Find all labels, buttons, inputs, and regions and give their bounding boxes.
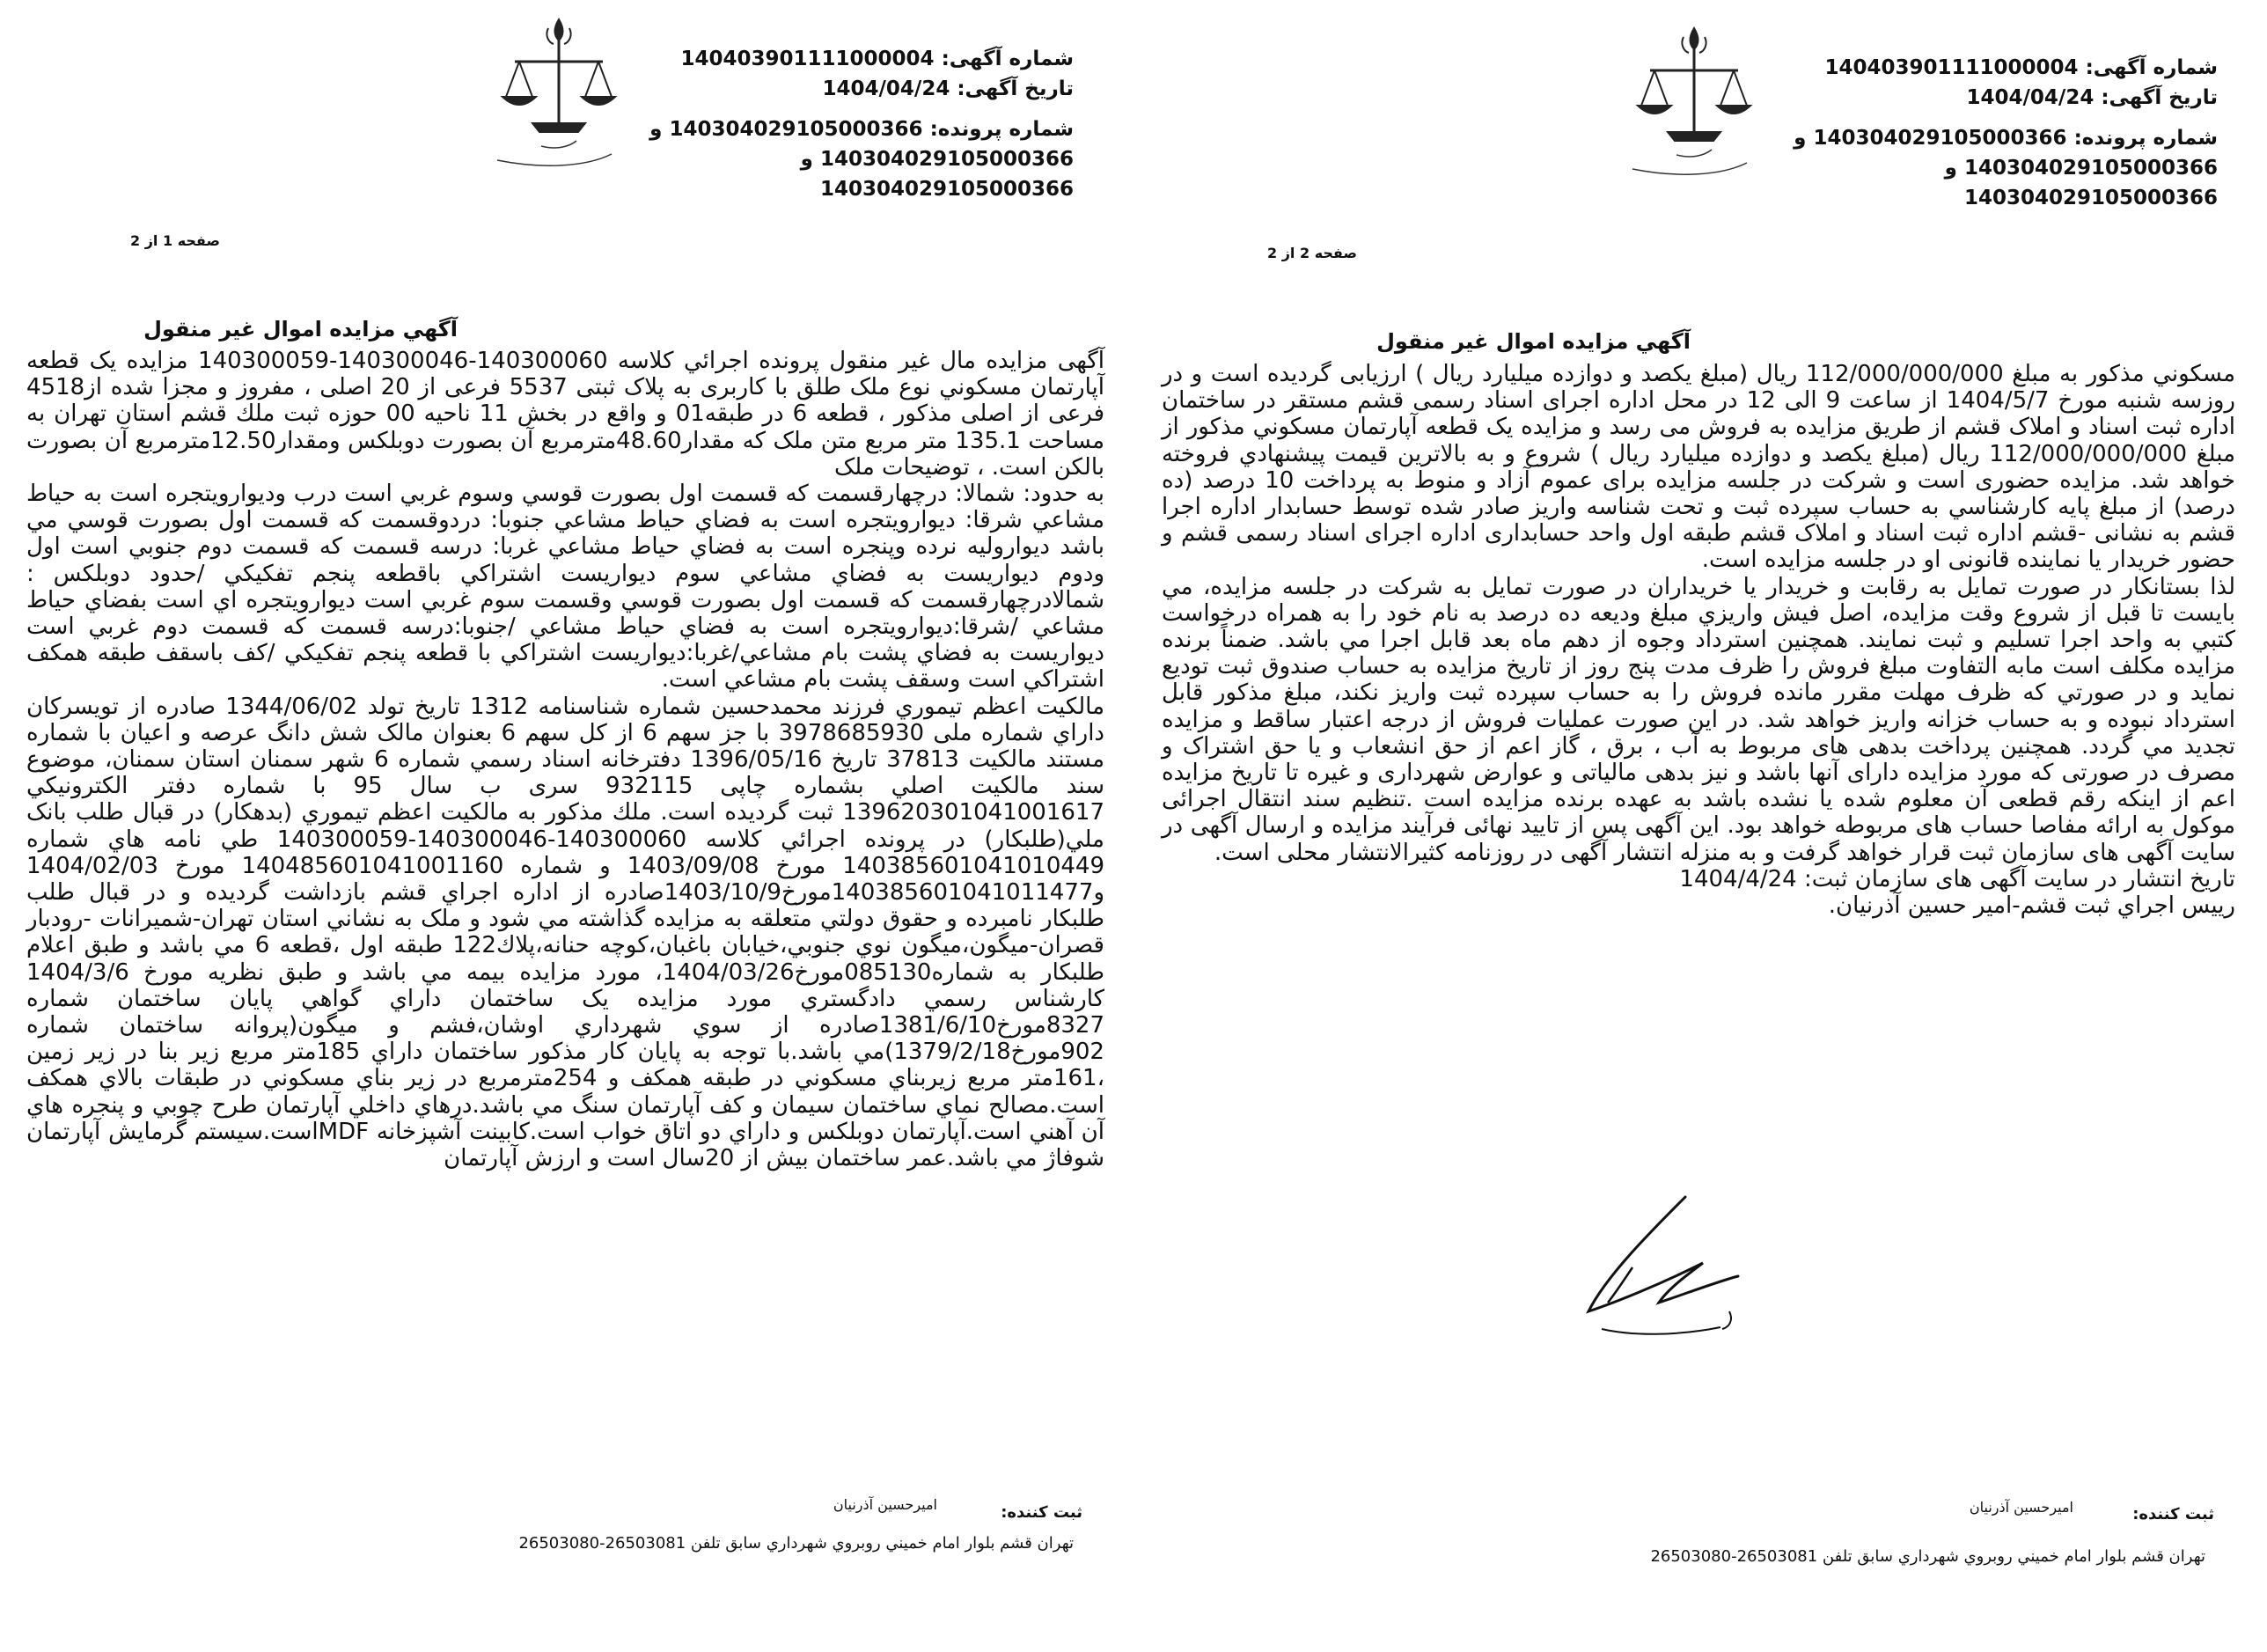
judiciary-emblem-svg	[1615, 18, 1773, 185]
judiciary-emblem-svg	[480, 9, 638, 176]
notice-number: 140403901111000004	[1824, 56, 2079, 79]
notice-date: 1404/04/24	[1966, 86, 2095, 109]
registrar-name: اميرحسين آذرنيان	[1969, 1499, 2073, 1516]
registrar-label: ثبت کننده:	[1001, 1503, 1082, 1522]
file-number-2: 14030402910500036‌6 و	[800, 148, 1074, 171]
notice-date-label: تاریخ آگهی:	[957, 77, 1074, 100]
notice-title: آگهي مزايده اموال غير منقول	[143, 317, 458, 341]
publish-date-line: تاريخ انتشار در سايت آگهی های سازمان ثبت: 1404/4/24	[1679, 865, 2235, 892]
notice-page-2	[1135, 0, 2267, 1652]
notice-date: 1404/04/24	[822, 77, 950, 100]
judiciary-emblem-icon	[1615, 18, 1773, 185]
notice-number-label: شماره آگهی:	[2085, 56, 2218, 79]
page-number: صفحه 2 از 2	[1267, 245, 1357, 261]
signature-svg	[1553, 1179, 1782, 1347]
file-number-3: 140304029105000366	[1963, 187, 2218, 209]
body-paragraph: مسكوني مذكور به مبلغ 112/000/000/000 ريال (مبلغ يكصد و دوازده ميليارد ريال ) ارزيابی گرديده است و در روزسه شنبه مورخ 1404/5/7 از ساعت 9 الی 12 در محل اداره اجرای اسناد رسمی قشم مستقر در ساختمان اداره ثبت اسناد و املاک قشم از طريق مزايده به فروش می رسد و مزايده یک قطعه آپارتمان مسكوني مذكور از مبلغ 112/000/000/000 ريال (مبلغ يكصد و دوازده ميليارد ريال ) شروع و به بالاترين قيمت پيشنهادي فروخته خواهد شد. مزايده حضوری است و شرکت در جلسه مزايده برای عموم آزاد و منوط به پرداخت 10 درصد (ده درصد) از مبلغ پايه كارشناسي به حساب سپرده ثبت و تحت شناسه واريز صادر شده توسط حسابدار اداره اجرا قشم به نشانی -قشم اداره ثبت اسناد و املاک قشم طبقه اول واحد حسابداری اداره اجرای اسناد رسمی قشم و حضور خريدار يا نماينده قانونی او در جلسه مزايده است.	[1162, 361, 2235, 574]
page-number: صفحه 1 از 2	[130, 232, 220, 249]
body-paragraph: لذا بستانكار در صورت تمايل به رقابت و خريدار يا خريداران در صورت تمايل به شركت در جلسه مزايده، مي بايست تا قبل از شروع وقت مزايده، اصل فيش واريزي مبلغ وديعه ده درصد به نام خود را به همراه درخواست كتبي به واحد اجرا تسليم و ثبت نمايند. همچنين استرداد وجوه از دهم ماه بعد قابل اجرا مي باشد. ضمناً برنده مزايده مكلف است مابه التفاوت مبلغ فروش را ظرف مدت پنج روز از تاريخ مزايده به حساب صندوق ثبت توديع نمايد و در صورتي كه ظرف مهلت مقرر مانده فروش را به حساب سپرده ثبت واريز نكند، مبلغ مذكور قابل استرداد نبوده و به حساب خزانه واريز خواهد شد. در اين صورت عمليات فروش از درجه اعتبار ساقط و مزايده تجديد مي گردد. همچنين پرداخت بدهی های مربوط به آب ، برق ، گاز اعم از حق انشعاب و يا حق اشتراک و مصرف در صورتی که مورد مزايده دارای آنها باشد و نيز بدهی مالياتی و عوارض شهرداری و غيره تا تاريخ مزايده اعم از اينکه رقم قطعی آن معلوم شده يا نشده باشد به عهده برنده مزايده است .تنظيم سند انتقال اجرائی موکول به ارائه مفاصا حساب های مربوطه خواهد بود. اين آگهی پس از تاييد نهائی فرآيند مزايده و ارسال آگهی در سايت آگهی های سازمان ثبت قرار خواهد گرفت و به منزله انتشار آگهی در روزنامه کثيرالانتشار محلی است.	[1162, 573, 2235, 866]
footer-address: تهران قشم بلوار امام خميني روبروي شهرداري سابق تلفن 26503081-26503080	[1650, 1547, 2205, 1566]
notice-number: 140403901111000004	[680, 48, 935, 70]
registrar-name: اميرحسين آذرنيان	[833, 1496, 937, 1513]
file-number-1: 14030402910500036‌6 و	[649, 118, 923, 141]
file-number-1: 14030402910500036‌6 و	[1794, 127, 2067, 150]
notice-body	[1162, 361, 2235, 919]
file-number-label: شماره پرونده:	[2073, 127, 2218, 150]
notice-number-label: شماره آگهی:	[941, 48, 1074, 70]
notice-meta	[1794, 53, 2218, 213]
body-paragraph: آگهی مزايده مال غير منقول پرونده اجرائي كلاسه 140300060-140300046-140300059 مزایده یک قطعه آپارتمان مسکوني نوع ملک طلق با کاربری به پلاک ثبتی 5537 فرعی از 20 اصلی ، مفروز و مجزا شده از4518 فرعی از اصلی مذکور ، قطعه 6 در طبقه01 و واقع در بخش 11 ناحيه 00 حوزه ثبت ملك قشم استان تهران به مساحت 135.1 متر مربع متن ملک که مقدار48.60مترمربع آن بصورت دوبلكس ومقدار12.50مترمربع آن بصورت بالکن است. ، توضیحات ملک	[26, 348, 1105, 481]
notice-body	[26, 348, 1104, 1171]
handwritten-signature	[1553, 1179, 1782, 1347]
file-number-2: 14030402910500036‌6 و	[1944, 157, 2218, 180]
registrar-label: ثبت کننده:	[2132, 1505, 2214, 1524]
notice-title: آگهي مزايده اموال غير منقول	[1376, 329, 1691, 354]
footer-address: تهران قشم بلوار امام خميني روبروي شهرداري سابق تلفن 26503081-26503080	[518, 1534, 1074, 1553]
file-number-3: 140304029105000366	[819, 178, 1074, 201]
judiciary-emblem-icon	[480, 9, 638, 176]
signatory-line: رييس اجراي ثبت قشم-امير حسين آذرنيان.	[1828, 892, 2235, 920]
notice-meta	[649, 44, 1074, 204]
notice-date-label: تاریخ آگهی:	[2101, 86, 2218, 109]
file-number-label: شماره پرونده:	[929, 118, 1074, 141]
body-paragraph: مالكيت اعظم تيموري فرزند محمدحسين شماره شناسنامه 1312 تاريخ تولد 1344/06/02 صادره از تويسركان داراي شماره ملی 3978685930 با جز سهم 6 از كل سهم 6 بعنوان مالک شش دانگ عرصه و اعيان با شماره مستند مالكيت 37813 تاريخ 1396/05/16 دفترخانه اسناد رسمي شماره 6 شهر سمنان استان سمنان، موضوع سند مالكيت اصلي بشماره چاپی 932115 سری ب سال 95 با شماره دفتر الكترونيكي 139620301041001617 ثبت گرديده است. ملك مذكور به مالكيت اعظم تيموري (بدهكار) در قبال طلب بانک ملي(طلبكار) در پرونده اجرائي كلاسه 140300060-140300046-140300059 طي نامه هاي شماره 140385601041010449 مورخ 1403/09/08 و شماره 140485601041001160 مورخ 1404/02/03 و140385601041011477مورخ1403/10/9صادره از اداره اجراي قشم بازداشت گرديده و در قبال طلب طلبكار نامبرده و حقوق دولتي متعلقه به مزايده گذاشته مي شود و ملک به نشاني استان تهران-شميرانات -رودبار قصران-ميگون،ميگون نوي جنوبي،خيابان باغبان،كوچه حنانه،پلاك122 طبقه اول ،قطعه 6 مي باشد و طبق اعلام طلبكار به شماره085130مورخ1404/03/26، مورد مزايده بيمه مي باشد و طبق نظريه مورخ 1404/3/6 كارشناس رسمي دادگستري مورد مزايده يک ساختمان داراي گواهي پايان ساختمان شماره 8327مورخ1381/6/10صادره از سوي شهرداري اوشان،فشم و ميگون(پروانه ساختمان شماره 902مورخ1379/2/18)مي باشد.با توجه به پايان كار مذكور ساختمان داراي 185متر مربع زير بنا در زير زمين ،161متر مربع زيربناي مسكوني در طبقه همكف و 254مترمربع در زير بناي مسكوني در طبقات بالاي همكف است.مصالح نماي ساختمان سيمان و كف آپارتمان سنگ مي باشد.درهاي داخلي آپارتمان طرح چوبي و پنجره هاي آن آهني است.آپارتمان دوبلكس و داراي دو اتاق خواب است.كابينت آشپزخانه MDFاست.سيستم گرمايش آپارتمان شوفاژ مي باشد.عمر ساختمان بيش از 20سال است و ارزش آپارتمان	[26, 693, 1105, 1172]
body-paragraph: به حدود: شمالا: درچهارقسمت كه قسمت اول بصورت قوسي وسوم غربي است درب وديوارويتجره است به حياط مشاعي شرقا: ديوارويتجره است به فضاي حياط مشاعي جنوبا: دردوقسمت كه قسمت اول بصورت قوسي مي باشد ديواروليه نرده وپنجره است به فضاي حياط مشاعي غربا: درسه قسمت كه قسمت دوم جنوبي است اول ودوم ديواريست به فضاي مشاعي سوم ديواريست اشتراكي باقطعه پنجم تفكيكي /حدود دوبلكس : شمالادرچهارقسمت كه قسمت اول بصورت قوسي وقسمت سوم غربي است ديوارويتجره اي است بفضاي حياط مشاعي /شرقا:ديوارويتجره است به فضاي حياط مشاعي /جنوبا:درسه قسمت كه قسمت دوم غربي است ديواريست به فضاي پشت بام مشاعي/غربا:ديواريست اشتراكي با قطعه پنجم تفكيكي /كف باسقف طبقه همكف اشتراكي است وسقف پشت بام مشاعي است.	[26, 481, 1104, 694]
